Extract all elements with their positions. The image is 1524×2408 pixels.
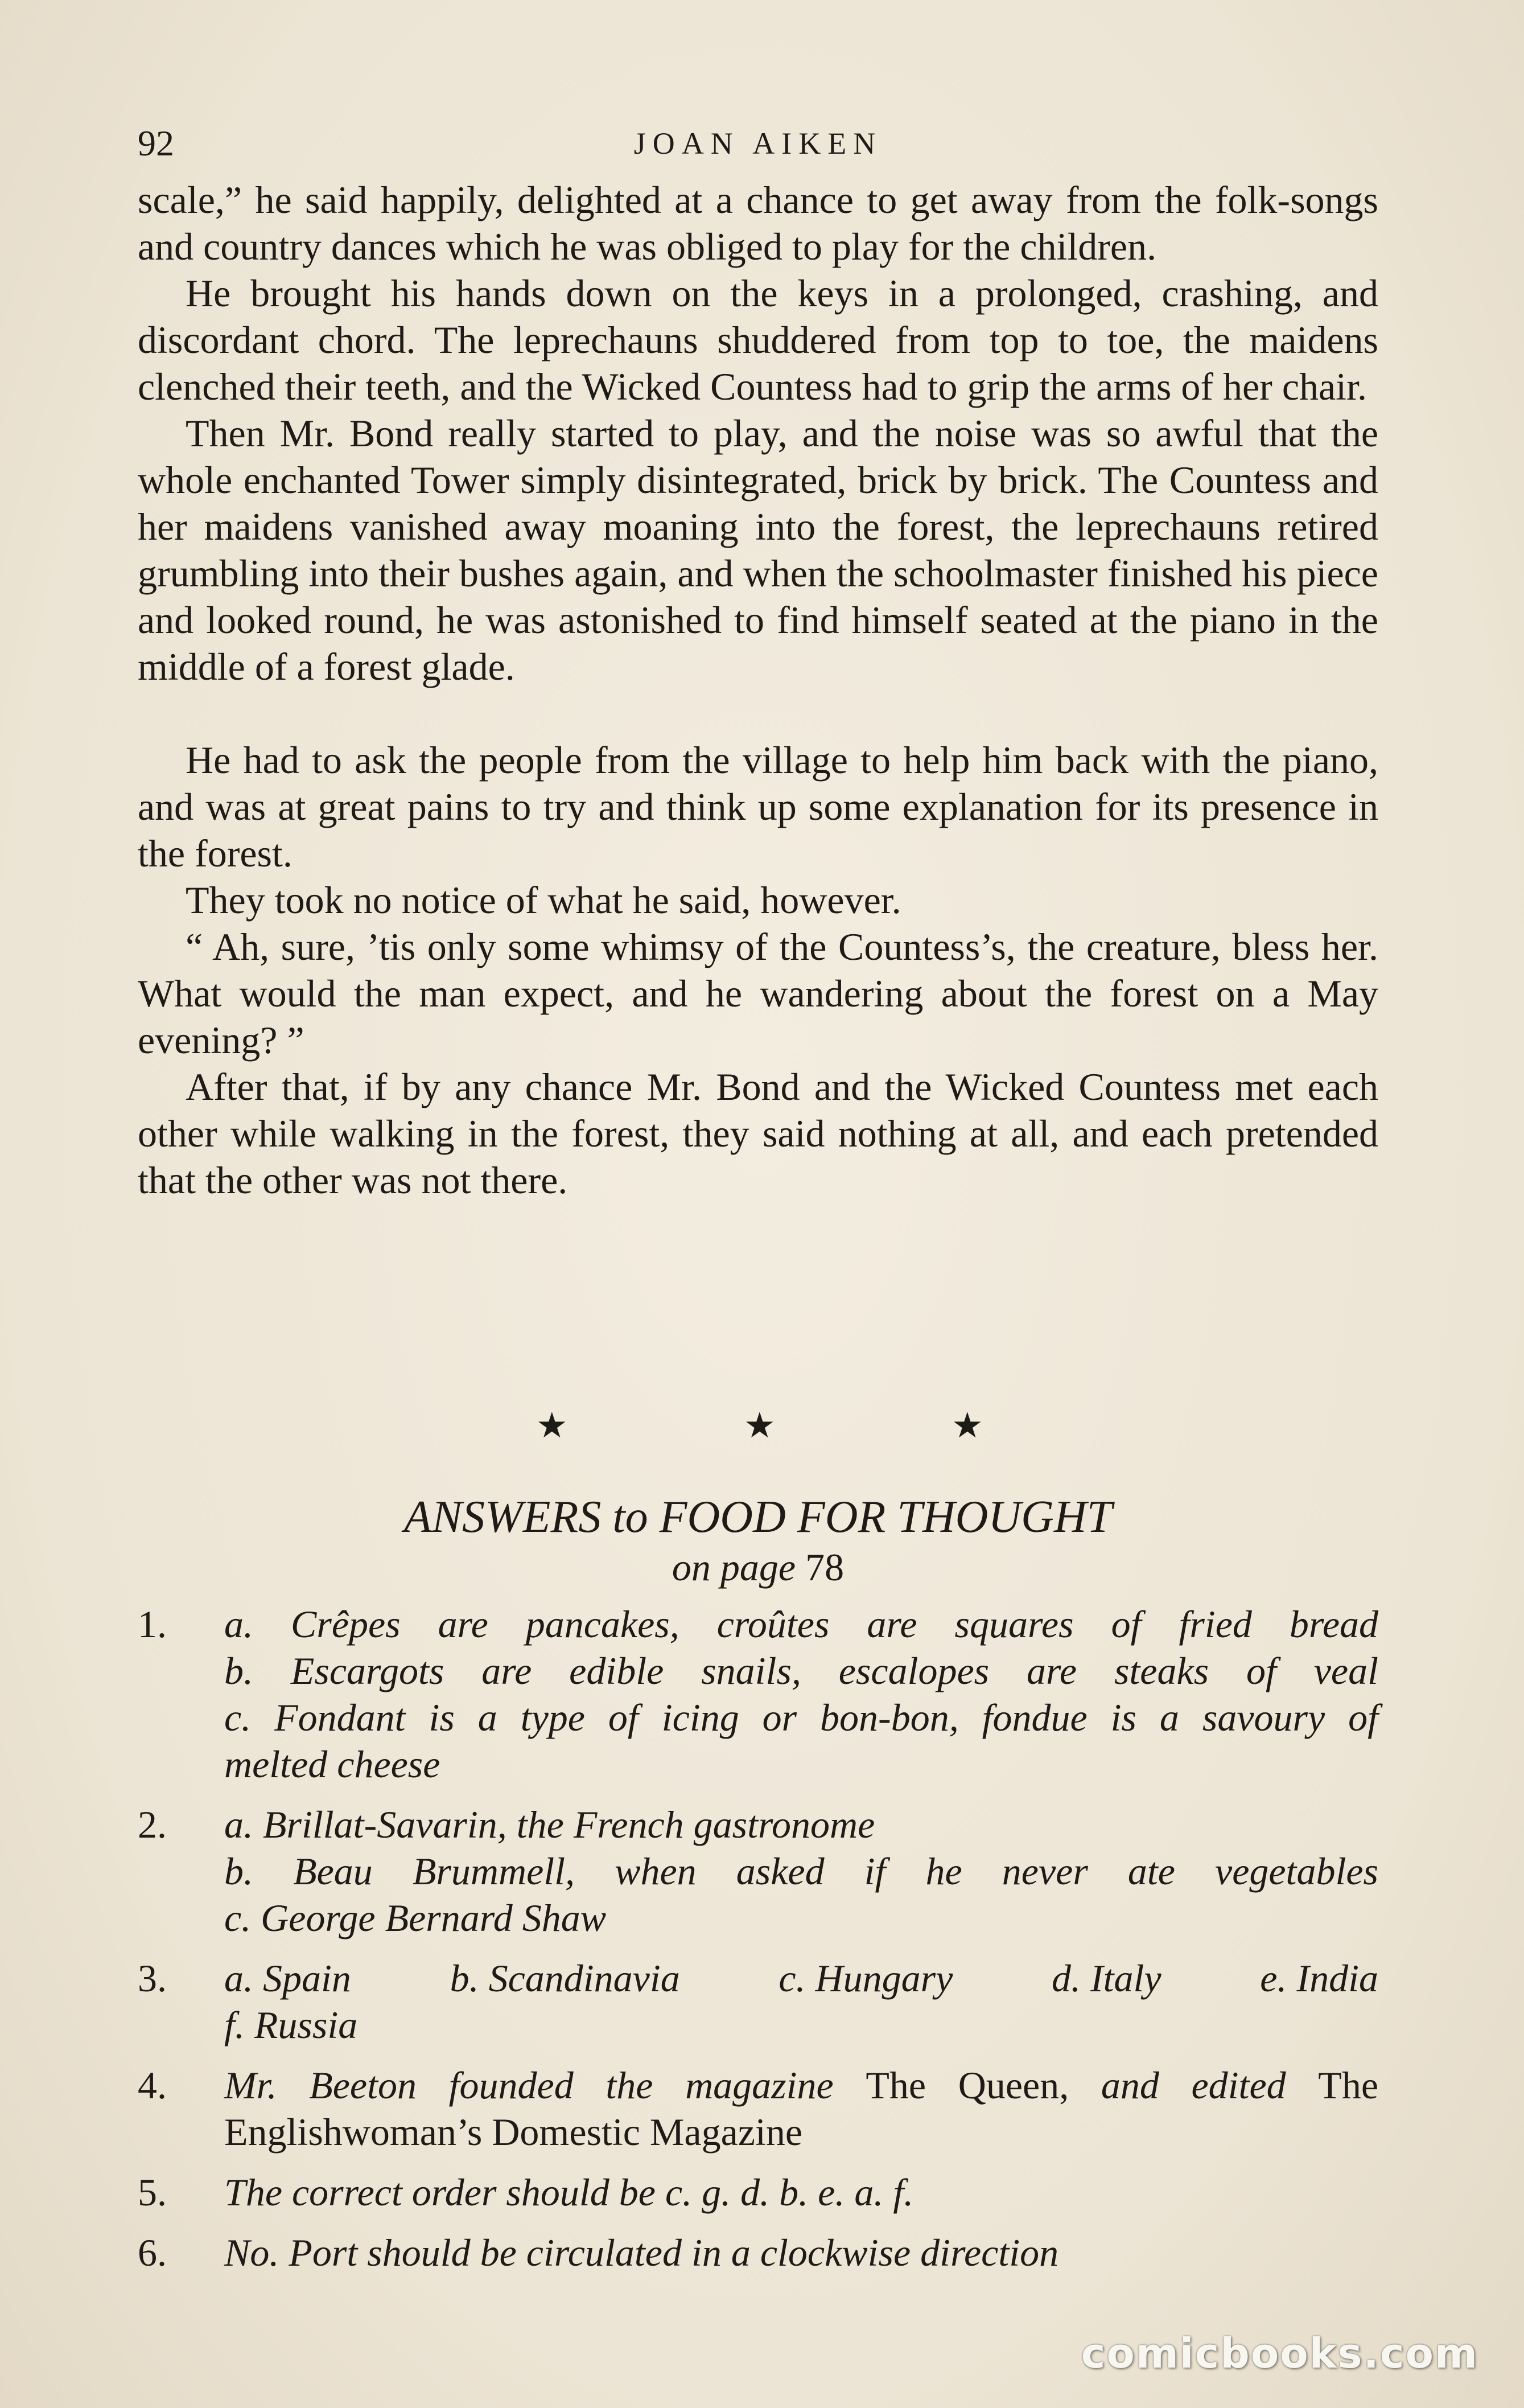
page-header	[138, 121, 1378, 166]
subheading-page: 78	[805, 1546, 845, 1589]
paragraph: He brought his hands down on the keys in a prolonged, crashing, and discordant chord. The leprechauns shuddered from top to toe, the maidens clenched their teeth, and the Wicked Countess had to grip the arms of her chair.	[138, 272, 1378, 408]
star-icon: ★	[952, 1407, 983, 1445]
running-head: JOAN AIKEN	[633, 126, 883, 161]
site-watermark: comicbooks.com	[1081, 2329, 1478, 2377]
answer-line	[224, 1955, 1378, 2002]
magazine-title: The Queen,	[866, 2064, 1069, 2107]
answer-option: d. Italy	[1051, 1957, 1161, 2000]
answer-item	[138, 1955, 1378, 2048]
answer-number: 6.	[138, 2231, 167, 2274]
answer-line: a. Crêpes are pancakes, croûtes are squares of fried bread	[224, 1602, 1378, 1646]
magazine-title: The	[1318, 2064, 1378, 2107]
answer-line: melted cheese	[224, 1743, 440, 1786]
answer-item	[138, 1801, 1378, 1941]
answer-line: No. Port should be circulated in a clockwise direction	[224, 2231, 1059, 2274]
answer-number: 4.	[138, 2064, 167, 2107]
star-icon: ★	[536, 1407, 568, 1445]
paragraph: They took no notice of what he said, however.	[186, 878, 901, 922]
answer-number: 5.	[138, 2171, 167, 2214]
answer-line	[224, 2062, 1378, 2109]
section-break	[138, 690, 1378, 737]
answers-subheading	[138, 1544, 1378, 1591]
paragraph: Then Mr. Bond really started to play, and the noise was so awful that the whole enchanted Tower simply disintegrated, brick by brick. The Countess and her maidens vanished away moaning into the forest, the leprechauns retired grumbling into their bushes again, and when the schoolmaster finished his piece and looked round, he was astonished to find himself seated at the piano in the middle of a forest glade.	[138, 412, 1378, 688]
star-divider	[138, 1400, 1378, 1452]
answer-line: b. Beau Brummell, when asked if he never ate vegetables	[224, 1850, 1378, 1893]
answer-line: a. Brillat-Savarin, the French gastronome	[224, 1803, 875, 1846]
answer-item	[138, 1601, 1378, 1787]
subheading-prefix: on page	[672, 1546, 796, 1589]
answer-number: 3.	[138, 1957, 167, 2000]
magazine-title: Englishwoman’s Domestic Magazine	[224, 2110, 803, 2154]
answer-line: c. George Bernard Shaw	[224, 1896, 607, 1939]
page-number: 92	[138, 123, 174, 163]
answer-text: and edited	[1101, 2064, 1286, 2107]
answer-line: b. Escargots are edible snails, escalopes are steaks of veal	[224, 1649, 1378, 1692]
answer-option: a. Spain	[224, 1957, 351, 2000]
answer-item	[138, 2229, 1378, 2276]
paragraph: He had to ask the people from the village to help him back with the piano, and was at great pains to try and think up some explanation for its presence in the forest.	[138, 738, 1378, 875]
answer-text: Mr. Beeton founded the magazine	[224, 2064, 834, 2107]
paragraph: scale,” he said happily, delighted at a chance to get away from the folk-songs and country dances which he was obliged to play for the children.	[138, 178, 1378, 268]
answer-item	[138, 2062, 1378, 2155]
answer-option: b. Scandinavia	[450, 1957, 680, 2000]
story-text	[138, 176, 1378, 1203]
answer-line: The correct order should be c. g. d. b. e. a. f.	[224, 2171, 914, 2214]
star-icon: ★	[744, 1407, 776, 1445]
answers-heading: ANSWERS to FOOD FOR THOUGHT	[403, 1492, 1113, 1542]
answer-line: c. Fondant is a type of icing or bon-bon, fondue is a savoury of	[224, 1696, 1378, 1739]
answer-option: c. Hungary	[779, 1957, 953, 2000]
answer-number: 1.	[138, 1602, 167, 1646]
answer-option: e. India	[1260, 1957, 1378, 2000]
answer-number: 2.	[138, 1803, 167, 1846]
answer-line: f. Russia	[224, 2003, 358, 2047]
answers-list	[138, 1601, 1378, 2290]
paragraph: “ Ah, sure, ’tis only some whimsy of the Countess’s, the creature, bless her. What would the man expect, and he wandering about the forest on a May evening? ”	[138, 925, 1378, 1062]
paragraph: After that, if by any chance Mr. Bond and the Wicked Countess met each other while walking in the forest, they said nothing at all, and each pretended that the other was not there.	[138, 1065, 1378, 1202]
answer-item	[138, 2169, 1378, 2216]
